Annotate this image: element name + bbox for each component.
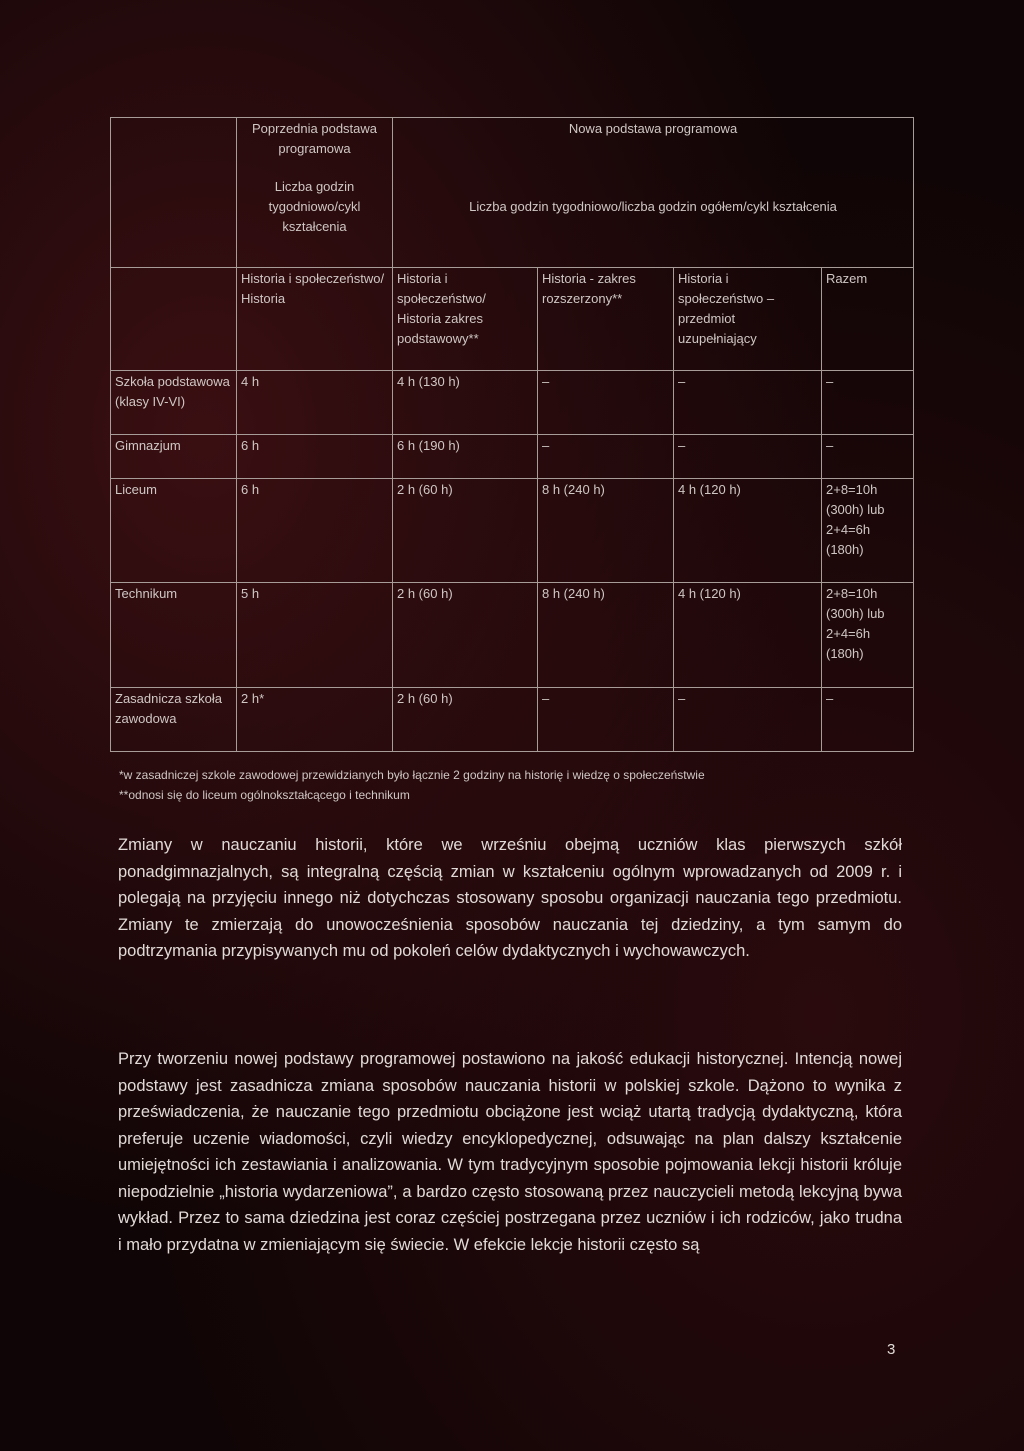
prev-hours-cell: 6 h <box>237 435 393 479</box>
table-row <box>111 435 914 479</box>
school-type-cell: Szkoła podstawowa (klasy IV-VI) <box>111 371 237 435</box>
table-row <box>111 479 914 583</box>
total-hours-cell: – <box>822 371 914 435</box>
new-basis-header <box>393 118 914 268</box>
empty-subheader-cell <box>111 268 237 371</box>
prev-basis-subtitle: Liczba godzin tygodniowo/cykl kształcenia <box>268 179 361 234</box>
basic-hours-cell: 2 h (60 h) <box>393 583 538 688</box>
total-hours-cell: – <box>822 688 914 752</box>
body-paragraph: Przy tworzeniu nowej podstawy programowej postawiono na jakość edukacji historycznej. Intencją nowej podstawy jest zasadnicza zmiana sposobów nauczania historii w polskiej szkole. Dążono to wynika z przeświadczenia, że nauczanie tego przedmiotu obciążone jest wciąż utartą tradycją dydaktyczną, która preferuje uczenie wiadomości, czyli wiedzy encyklopedycznej, odsuwając na plan dalszy kształcenie umiejętności ich zestawiania i analizowania. W tym tradycyjnym sposobie pojmowania lekcji historii króluje niepodzielnie „historia wydarzeniowa”, a bardzo często stosowaną przez nauczycieli metodą lekcyjną bywa wykład. Przez to sama dziedzina jest coraz częściej postrzegana przez uczniów i ich rodziców, jako trudna i mało przydatna w zmieniającym się świecie. W efekcie lekcje historii często są <box>118 1050 902 1254</box>
prev-hours-cell: 4 h <box>237 371 393 435</box>
total-hours-cell: 2+8=10h (300h) lub 2+4=6h (180h) <box>822 479 914 583</box>
supplementary-hours-cell: – <box>674 435 822 479</box>
column-header: Historia i społeczeństwo/ Historia <box>237 268 393 371</box>
supplementary-hours-cell: 4 h (120 h) <box>674 479 822 583</box>
prev-basis-header <box>237 118 393 268</box>
table-row <box>111 371 914 435</box>
body-paragraph: Zmiany w nauczaniu historii, które we wrześniu obejmą uczniów klas pierwszych szkół ponadgimnazjalnych, są integralną częścią zmian w kształceniu ogólnym wprowadzanych od 2009 r. i polegają na przyjęciu innego niż dotychczas stosowany sposobu organizacji nauczania tego przedmiotu. Zmiany te zmierzają do unowocześnienia sposobów nauczania tej dziedziny, a tym samym do podtrzymania przypisywanych mu od pokoleń celów dydaktycznych i wychowawczych. <box>118 836 902 960</box>
basic-hours-cell: 2 h (60 h) <box>393 688 538 752</box>
basic-hours-cell: 6 h (190 h) <box>393 435 538 479</box>
school-type-cell: Liceum <box>111 479 237 583</box>
supplementary-hours-cell: 4 h (120 h) <box>674 583 822 688</box>
footnote: *w zasadniczej szkole zawodowej przewidzianych było łącznie 2 godziny na historię i wiedzę o społeczeństwie <box>119 768 705 782</box>
supplementary-hours-cell: – <box>674 688 822 752</box>
column-header: Historia - zakres rozszerzony** <box>538 268 674 371</box>
total-hours-cell: – <box>822 435 914 479</box>
table-subheader-row <box>111 268 914 371</box>
footnote: **odnosi się do liceum ogólnokształcącego i technikum <box>119 788 410 802</box>
column-header: Historia i społeczeństwo/ Historia zakres podstawowy** <box>393 268 538 371</box>
table-row <box>111 688 914 752</box>
column-header: Historia i społeczeństwo – przedmiot uzupełniający <box>674 268 822 371</box>
page-number: 3 <box>887 1341 896 1358</box>
school-type-cell: Technikum <box>111 583 237 688</box>
extended-hours-cell: 8 h (240 h) <box>538 479 674 583</box>
table-header-row <box>111 118 914 268</box>
extended-hours-cell: – <box>538 371 674 435</box>
school-type-cell: Gimnazjum <box>111 435 237 479</box>
supplementary-hours-cell: – <box>674 371 822 435</box>
extended-hours-cell: – <box>538 435 674 479</box>
basic-hours-cell: 2 h (60 h) <box>393 479 538 583</box>
empty-corner-cell <box>111 118 237 268</box>
prev-hours-cell: 2 h* <box>237 688 393 752</box>
extended-hours-cell: 8 h (240 h) <box>538 583 674 688</box>
extended-hours-cell: – <box>538 688 674 752</box>
table-row <box>111 583 914 688</box>
school-type-cell: Zasadnicza szkoła zawodowa <box>111 688 237 752</box>
prev-hours-cell: 5 h <box>237 583 393 688</box>
column-header: Razem <box>822 268 914 371</box>
new-basis-title: Nowa podstawa programowa <box>568 121 738 136</box>
basic-hours-cell: 4 h (130 h) <box>393 371 538 435</box>
prev-basis-title: Poprzednia podstawa programowa <box>251 121 378 156</box>
hours-table <box>110 117 914 752</box>
table-footnotes <box>119 765 919 805</box>
prev-hours-cell: 6 h <box>237 479 393 583</box>
total-hours-cell: 2+8=10h (300h) lub 2+4=6h (180h) <box>822 583 914 688</box>
new-basis-subtitle: Liczba godzin tygodniowo/liczba godzin ogółem/cykl kształcenia <box>469 199 837 214</box>
